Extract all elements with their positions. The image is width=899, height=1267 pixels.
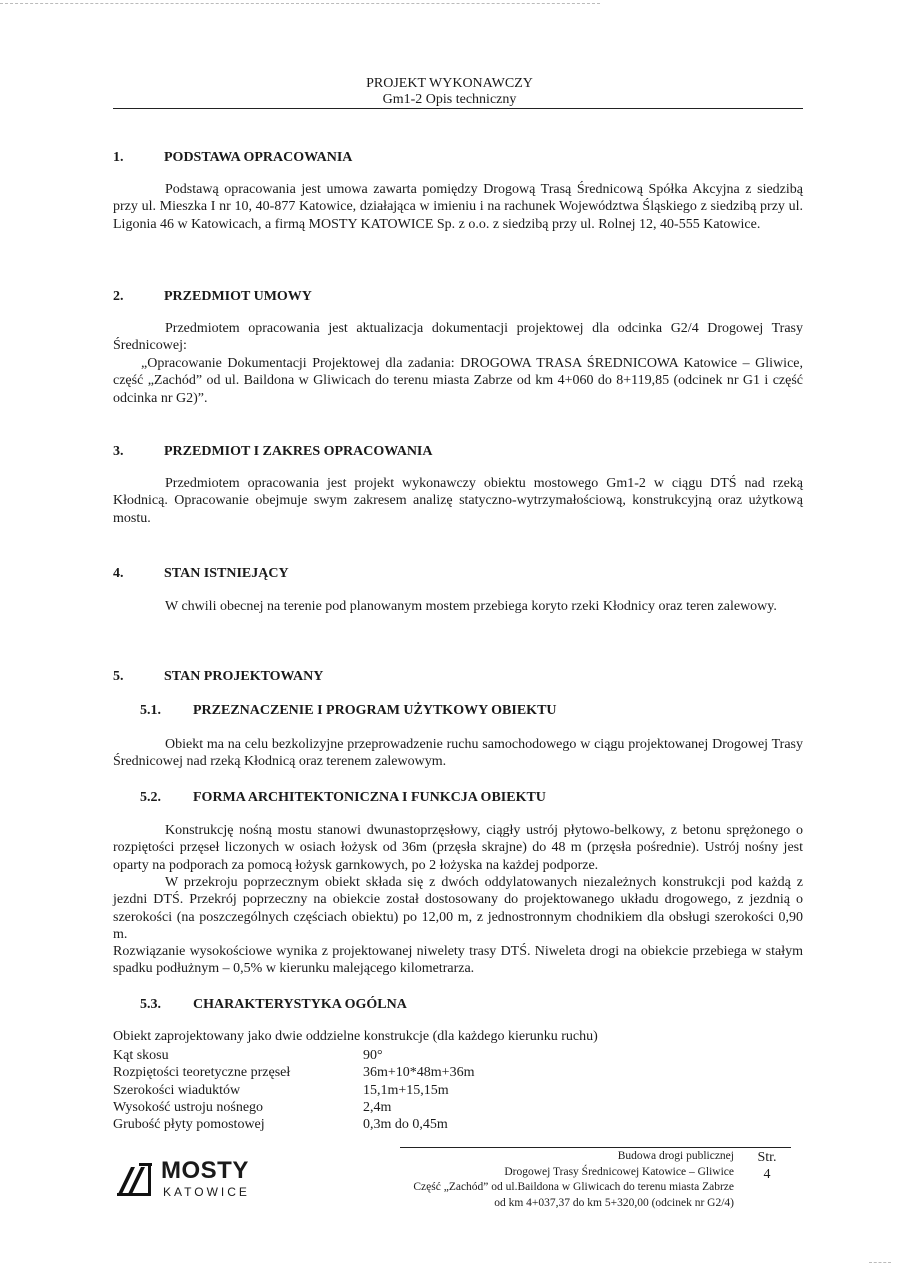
header-rule — [113, 108, 803, 109]
section-3-body: Przedmiotem opracowania jest projekt wykonawczy obiektu mostowego Gm1-2 w ciągu DTŚ nad rzeką Kłodnicą. Opracowanie obejmuje swym zakresem analizę statyczno-wytrzymałościową, konstrukcyjną oraz użytkową mostu. — [113, 476, 803, 526]
doc-header-title: PROJEKT WYKONAWCZY — [366, 76, 533, 91]
section-2-quote: „Opracowanie Dokumentacji Projektowej dla zadania: DROGOWA TRASA ŚREDNICOWA Katowice – Gliwice, część „Zachód” od ul. Baildona w Gliwicach do terenu miasta Zabrze od km 4+060 do 8+119,85 (odcinek nr G1 i część odcinka nr G2)”. — [113, 356, 803, 406]
section-5-2-body-1: Konstrukcję nośną mostu stanowi dwunastoprzęsłowy, ciągły ustrój płytowo-belkowy, z betonu sprężonego o rozpiętości przęseł liczonych w osiach łożysk od 36m (przęsła skrajne) do 48 m (przęsła pośrednie). Ustrój nośny jest oparty na podporach za pomocą łożysk garnkowych, po 2 łożyska na każdej podporze. — [113, 823, 803, 873]
bridge-logo-icon — [115, 1161, 153, 1197]
spec-row: Szerokości wiaduktów 15,1m+15,15m — [113, 1082, 449, 1098]
spec-row: Grubość płyty pomostowej 0,3m do 0,45m — [113, 1117, 448, 1133]
logo-brand: MOSTY — [161, 1157, 249, 1184]
section-4-body: W chwili obecnej na terenie pod planowanym mostem przebiega koryto rzeki Kłodnicy oraz teren zalewowy. — [165, 599, 777, 614]
company-logo — [115, 1157, 255, 1201]
section-5-2-body-3: Rozwiązanie wysokościowe wynika z projektowanej niwelety trasy DTŚ. Niweleta drogi na obiekcie przebiega w stałym spadku podłużnym – 0,5% w kierunku malejącego kilometrarza. — [113, 944, 803, 977]
section-5-3-intro: Obiekt zaprojektowany jako dwie oddzielne konstrukcje (dla każdego kierunku ruchu) — [113, 1029, 598, 1044]
footer-project-info: Budowa drogi publicznej Drogowej Trasy Średnicowej Katowice – Gliwice Część „Zachód” od ul.Baildona w Gliwicach do terenu miasta Zabrze od km 4+037,37 do km 5+320,00 (odcinek nr G2/4) — [413, 1150, 734, 1209]
page-number: Str. 4 — [757, 1150, 777, 1182]
spec-table — [113, 1047, 474, 1133]
section-5-1-body: Obiekt ma na celu bezkolizyjne przeprowadzenie ruchu samochodowego w ciągu projektowanej Drogowej Trasy Średnicowej nad rzeką Kłodnicą oraz terenem zalewowym. — [113, 737, 803, 770]
section-2-body: Przedmiotem opracowania jest aktualizacja dokumentacji projektowej dla odcinka G2/4 Drogowej Trasy Średnicowej: — [113, 321, 803, 354]
spec-row: Wysokość ustroju nośnego 2,4m — [113, 1099, 392, 1115]
spec-row: Rozpiętości teoretyczne przęseł 36m+10*48m+36m — [113, 1065, 475, 1081]
section-5-2-body-2: W przekroju poprzecznym obiekt składa się z dwóch oddylatowanych niezależnych konstrukcji pod każdą z jezdni DTŚ. Przekrój poprzeczny na obiekcie został dostosowany do projektowanego układu drogowego, z jezdnią o szerokości (na poszczególnych częściach obiektu) po 12,00 m, z jednostronnym chodnikiem dla obsługi szerokości 0,90 m. — [113, 875, 803, 942]
spec-row: Kąt skosu 90° — [113, 1048, 383, 1063]
scan-artifact — [869, 1262, 891, 1263]
scan-artifact — [0, 3, 600, 4]
logo-city: KATOWICE — [163, 1185, 250, 1199]
doc-header-subtitle: Gm1-2 Opis techniczny — [382, 92, 517, 107]
section-1-body: Podstawą opracowania jest umowa zawarta pomiędzy Drogową Trasą Średnicową Spółka Akcyjna z siedzibą przy ul. Mieszka I nr 10, 40-877 Katowice, działająca w imieniu i na rachunek Województwa Śląskiego z siedzibą przy ul. Ligonia 46 w Katowicach, a firmą MOSTY KATOWICE Sp. z o.o. z siedzibą przy ul. Rolnej 12, 40-555 Katowice. — [113, 182, 803, 232]
footer-rule — [400, 1147, 791, 1148]
